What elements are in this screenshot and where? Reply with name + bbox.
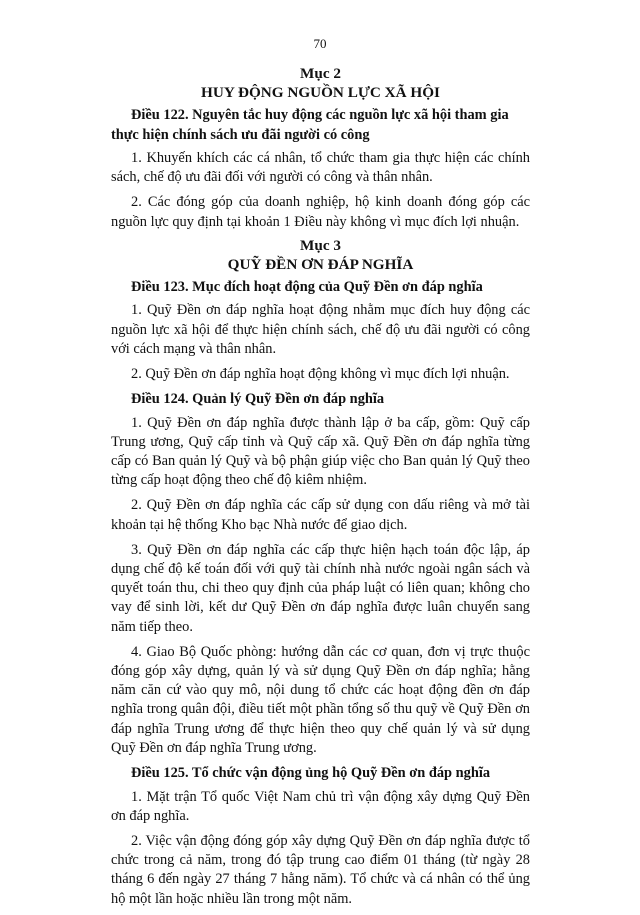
section-title: QUỸ ĐỀN ƠN ĐÁP NGHĨA: [227, 255, 414, 273]
clause: 2. Việc vận động đóng góp xây dựng Quỹ Đền ơn đáp nghĩa được tổ chức trong cả năm, trong đó tập trung cao điểm 01 tháng (từ ngày 28 tháng 6 đến ngày 27 tháng 7 hằng năm). Tổ chức và cá nhân có thể ủng hộ một lần hoặc nhiều lần trong một năm.: [111, 832, 530, 907]
article-heading: Điều 123. Mục đích hoạt động của Quỹ Đền ơn đáp nghĩa: [131, 278, 483, 295]
article-heading: Điều 125. Tổ chức vận động ủng hộ Quỹ Đền ơn đáp nghĩa: [131, 765, 491, 782]
clause: 3. Quỹ Đền ơn đáp nghĩa các cấp thực hiện hạch toán độc lập, áp dụng chế độ kế toán đối với quỹ tài chính nhà nước ngoài ngân sách và quyết toán thu, chi theo quy định của pháp luật có liên quan; không cho vay để sinh lời, kết dư Quỹ Đền ơn đáp nghĩa được luân chuyển sang năm tiếp theo.: [111, 541, 530, 635]
clause: 1. Khuyến khích các cá nhân, tổ chức tham gia thực hiện các chính sách, chế độ ưu đãi đối với người có công và thân nhân.: [111, 150, 530, 186]
section-label: Mục 2: [300, 65, 341, 82]
clause: 2. Các đóng góp của doanh nghiệp, hộ kinh doanh đóng góp các nguồn lực quy định tại khoản 1 Điều này không vì mục đích lợi nhuận.: [111, 194, 530, 230]
clause: 1. Quỹ Đền ơn đáp nghĩa hoạt động nhằm mục đích huy động các nguồn lực xã hội để thực hiện chính sách, chế độ ưu đãi người có công với cách mạng và thân nhân.: [111, 302, 530, 357]
clause: 2. Quỹ Đền ơn đáp nghĩa các cấp sử dụng con dấu riêng và mở tài khoản tại hệ thống Kho bạc Nhà nước để giao dịch.: [111, 497, 530, 533]
clause: 1. Quỹ Đền ơn đáp nghĩa được thành lập ở ba cấp, gồm: Quỹ cấp Trung ương, Quỹ cấp tỉnh và Quỹ cấp xã. Quỹ Đền ơn đáp nghĩa từng cấp có Ban quản lý Quỹ và bộ phận giúp việc cho Ban quản lý Quỹ theo từng cấp hoạt động theo chế độ kiêm nhiệm.: [111, 414, 530, 489]
clause: 2. Quỹ Đền ơn đáp nghĩa hoạt động không vì mục đích lợi nhuận.: [131, 365, 510, 382]
article-heading: Điều 122. Nguyên tắc huy động các nguồn lực xã hội tham gia thực hiện chính sách ưu đãi người có công: [111, 107, 509, 143]
document-body: [111, 64, 530, 915]
clause: 4. Giao Bộ Quốc phòng: hướng dẫn các cơ quan, đơn vị trực thuộc đóng góp xây dựng, quản lý và sử dụng Quỹ Đền ơn đáp nghĩa; hằng năm căn cứ vào quy mô, nội dung tổ chức các hoạt động đền ơn đáp nghĩa trong quân đội, điều tiết một phần tổng số thu quỹ về Quỹ Đền ơn đáp nghĩa Trung ương để thực hiện theo quy chế quản lý và sử dụng Quỹ Đền ơn đáp nghĩa Trung ương.: [111, 643, 530, 756]
article-heading: Điều 124. Quản lý Quỹ Đền ơn đáp nghĩa: [131, 391, 385, 408]
page-number: 70: [313, 36, 327, 51]
clause: 1. Mặt trận Tổ quốc Việt Nam chủ trì vận động xây dựng Quỹ Đền ơn đáp nghĩa.: [111, 788, 530, 824]
section-label: Mục 3: [300, 236, 341, 254]
section-title: HUY ĐỘNG NGUỒN LỰC XÃ HỘI: [201, 84, 440, 101]
